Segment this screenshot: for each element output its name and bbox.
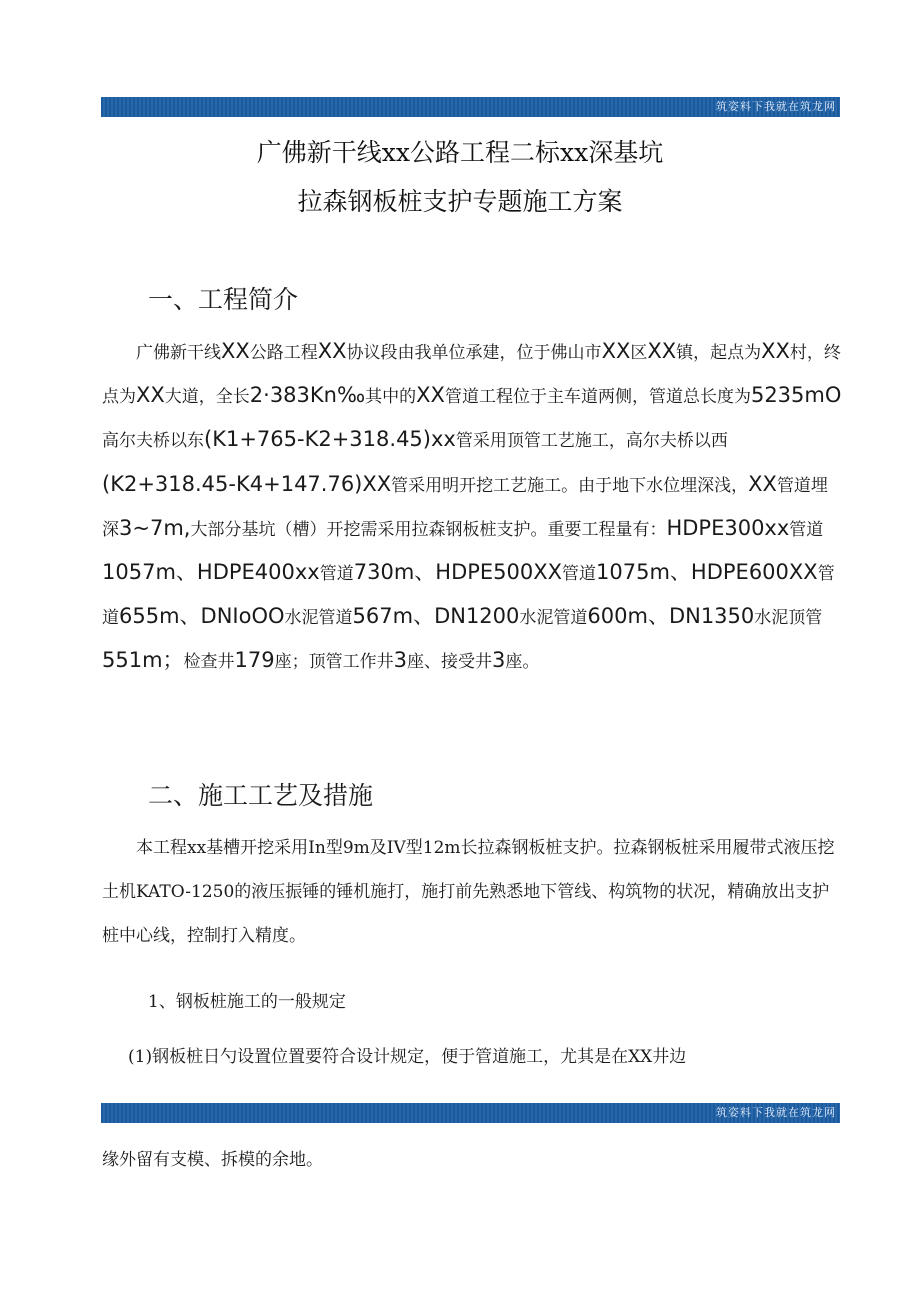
text-run-latin: (K2+318.45-K4+147.76)XX (102, 471, 392, 496)
text-run: 镇，起点为 (676, 343, 762, 363)
section2-heading: 二、施工工艺及措施 (148, 781, 374, 810)
section2-paragraph: 本工程xx基槽开挖采用In型9m及IV型12m长拉森钢板桩支护。拉森钢板桩采用履带式液压挖土机KATO-1250的液压振锤的锤机施打，施打前先熟悉地下管线、构筑物的状况，精确放出支护桩中心线，控制打入精度。 (102, 838, 835, 946)
text-run-latin: XX (748, 471, 777, 496)
text-run-latin: 179 (234, 648, 275, 673)
text-run-latin: XX (601, 339, 631, 363)
banner-watermark-text: 筑姿料下我就在筑龙网 (716, 100, 836, 113)
text-run-latin: (K1+765-K2+318.45)xx (204, 427, 456, 452)
text-run: 村，终点为 (102, 343, 841, 408)
text-run: 座。 (505, 652, 540, 673)
text-run-latin: 1075m、HDPE600XX (596, 560, 818, 585)
text-run-latin: 730m、HDPE500XX (353, 560, 563, 585)
text-run: 管道工程位于主车道两侧，管道总长度为 (444, 387, 751, 408)
text-run-latin: XX (647, 339, 677, 363)
text-run: 大道，全长 (164, 387, 250, 408)
text-run: 座、接受井 (407, 652, 493, 673)
section1-paragraph (102, 330, 842, 684)
text-run: 协议段由我单位承建，位于佛山市 (346, 343, 602, 363)
document-title-line1: 广佛新干线xx公路工程二标xx深基坑 (256, 138, 664, 167)
text-run-latin: 655m、DNIoOO (119, 604, 285, 629)
section1-heading: 一、工程简介 (148, 285, 299, 314)
text-run: 水泥顶管 (754, 608, 823, 629)
document-title-line2: 拉森钢板桩支护专题施工方案 (297, 187, 623, 216)
text-run: 其中的 (365, 387, 417, 408)
text-run: 检查井 (183, 652, 235, 673)
text-run-latin: 1057m、HDPE400xx (102, 560, 320, 585)
text-run: 水泥管道 (519, 608, 588, 629)
text-run: 管采用顶管工艺施工，高尔夫桥以西 (455, 431, 728, 452)
text-run: 水泥管道 (284, 608, 353, 629)
text-run: 公路工程 (249, 343, 318, 363)
header-banner (101, 97, 840, 117)
subheading-steel-sheet-pile-rules: 1、钢板桩施工的一般规定 (148, 992, 346, 1012)
text-run: 座；顶管工作井 (274, 652, 394, 673)
continued-text: 缘外留有支模、拆模的余地。 (102, 1150, 323, 1170)
text-run: 管道 (102, 564, 835, 629)
text-run: 广佛新干线 (136, 343, 221, 363)
footer-banner (101, 1103, 840, 1123)
text-run-latin: XX (221, 339, 250, 363)
text-run-latin: HDPE300xx (666, 515, 790, 540)
text-run: 管采用明开挖工艺施工。由于地下水位埋深浅， (391, 475, 749, 496)
text-run: 区 (630, 343, 648, 363)
text-run-latin: 600m、DN1350 (587, 604, 755, 629)
text-run-latin: 3~7m, (119, 515, 191, 540)
text-run: 大部分基坑（槽）开挖需采用拉森钢板桩支护。重要工程量有： (190, 519, 667, 540)
text-run-latin: 2·383Kn‰ (249, 383, 366, 408)
text-run: 管道 (319, 564, 354, 585)
text-run-latin: XX (136, 383, 165, 408)
text-run: 管道 (562, 564, 597, 585)
text-run: 高尔夫桥以东 (102, 431, 204, 452)
text-run-latin: XX (761, 339, 790, 363)
text-run-latin: 551m； (102, 648, 184, 673)
text-run-latin: 5235mO (750, 383, 842, 408)
text-run-latin: XX (317, 339, 347, 363)
text-run-latin: XX (416, 383, 445, 408)
text-run-latin: 3 (492, 648, 506, 673)
text-run: 管道 (789, 519, 824, 540)
text-run: 管道埋深 (102, 475, 828, 540)
text-run-latin: 567m、DN1200 (352, 604, 520, 629)
banner-watermark-text-2: 筑姿料下我就在筑龙网 (716, 1106, 836, 1119)
rule-item-1: (1)钢板桩日勺设置位置要符合设计规定，便于管道施工，尤其是在XX井边 (128, 1047, 687, 1067)
text-run-latin: 3 (393, 648, 408, 673)
